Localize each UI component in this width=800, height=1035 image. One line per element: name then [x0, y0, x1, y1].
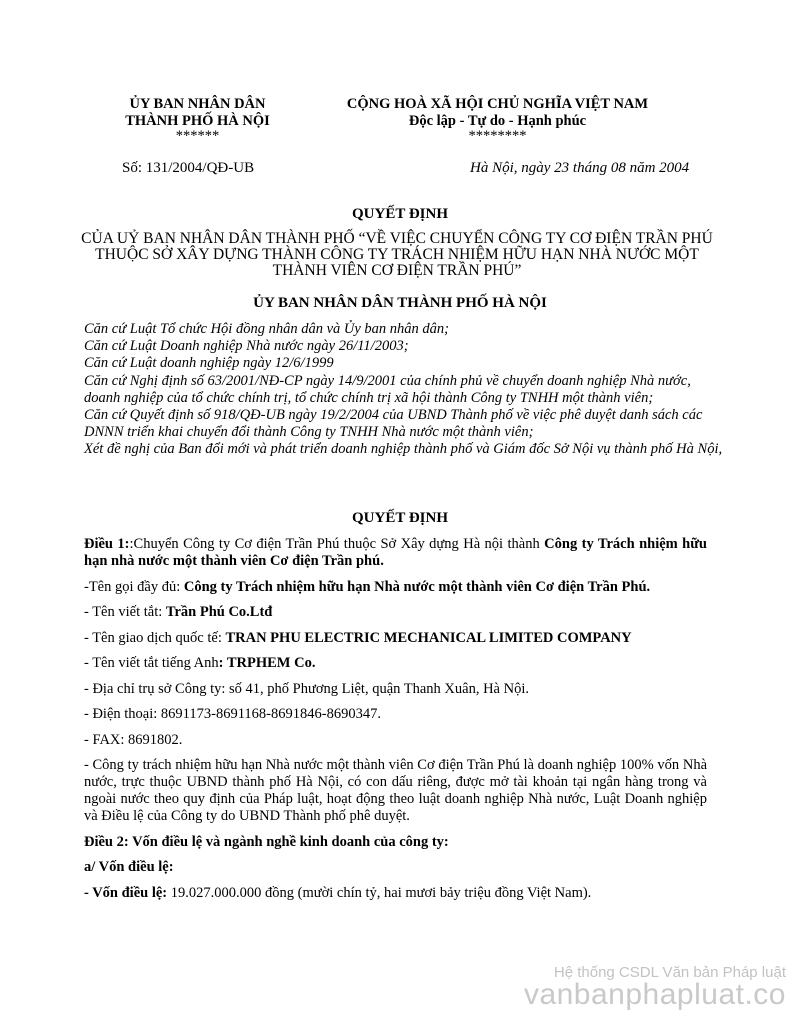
- watermark-caption: Hệ thống CSDL Văn bản Pháp luật: [553, 964, 786, 981]
- legal-basis: Căn cứ Luật Tổ chức Hội đồng nhân dân và Ủy ban nhân dân;: [84, 321, 449, 337]
- address-line: - Địa chỉ trụ sở Công ty: số 41, phố Phương Liệt, quận Thanh Xuân, Hà Nội.: [84, 680, 529, 697]
- national-header: [315, 96, 680, 143]
- legal-basis: Căn cứ Luật Doanh nghiệp Nhà nước ngày 26/11/2003;: [84, 338, 409, 355]
- national-stars: ********: [468, 128, 527, 144]
- trade-name-line: [84, 630, 707, 647]
- decision-body: [84, 536, 707, 910]
- decision-heading: QUYẾT ĐỊNH: [352, 510, 448, 526]
- phone-line: - Điện thoại: 8691173-8691168-8691846-8690347.: [84, 706, 381, 722]
- legal-basis: Căn cứ Luật doanh nghiệp ngày 12/6/1999: [84, 355, 334, 372]
- full-name-value: Công ty Trách nhiệm hữu hạn Nhà nước một thành viên Cơ điện Trần Phú.: [183, 578, 651, 595]
- trade-name-label: - Tên giao dịch quốc tế:: [84, 629, 226, 646]
- national-title: CỘNG HOÀ XÃ HỘI CHỦ NGHĨA VIỆT NAM: [346, 96, 649, 112]
- fax-line: - FAX: 8691802.: [84, 731, 183, 748]
- company-description: - Công ty trách nhiệm hữu hạn Nhà nước một thành viên Cơ điện Trần Phú là doanh nghiệp 100% vốn Nhà nước, trực thuộc UBND thành phố Hà Nội, có con dấu riêng, được mở tài khoản tại ngân hàng trong và ngoài nước theo quy định của Pháp luật, hoạt động theo luật doanh nghiệp Nhà nước, Luật Doanh nghiệp và Điều lệ của Công ty do UBND Thành phố phê duyệt.: [84, 757, 707, 824]
- article-1-label: Điều 1:: [84, 536, 130, 552]
- article-2: Điều 2: Vốn điều lệ và ngành nghề kinh doanh của công ty:: [84, 833, 449, 850]
- short-name-line: [84, 604, 707, 621]
- short-name-value: Trần Phú Co.Ltđ: [165, 604, 273, 620]
- article-1-company: Công ty Trách nhiệm hữu hạn nhà nước một thành viên Cơ điện Trần phú.: [84, 536, 707, 569]
- capital-line: [84, 885, 707, 902]
- issuer-header: [95, 96, 300, 143]
- issuer-stars: ******: [175, 128, 220, 144]
- issuer-line1: ỦY BAN NHÂN DÂN: [129, 96, 266, 112]
- capital-label: - Vốn điều lệ:: [84, 884, 168, 901]
- full-name-label: -Tên gọi đầy đủ:: [84, 578, 184, 595]
- document-date: Hà Nội, ngày 23 tháng 08 năm 2004: [470, 160, 690, 176]
- english-abbr-line: [84, 655, 707, 672]
- issuer-line2: THÀNH PHỐ HÀ NỘI: [125, 113, 270, 129]
- document-title: QUYẾT ĐỊNH: [352, 206, 448, 222]
- legal-bases: [84, 321, 724, 459]
- trade-name-value: TRAN PHU ELECTRIC MECHANICAL LIMITED COMPANY: [225, 629, 632, 646]
- english-abbr-value: : TRPHEM Co.: [218, 655, 316, 671]
- legal-basis: Căn cứ Quyết định số 918/QĐ-UB ngày 19/2/2004 của UBND Thành phố về việc phê duyệt danh sách các DNNN triển khai chuyển đổi thành Công ty TNHH Nhà nước một thành viên;: [84, 407, 703, 441]
- capital-value: 19.027.000.000 đồng (mười chín tỷ, hai mươi bảy triệu đồng Việt Nam).: [167, 884, 592, 901]
- article-1-text: :Chuyển Công ty Cơ điện Trần Phú thuộc Sở Xây dựng Hà nội thành: [129, 536, 545, 552]
- english-abbr-label: - Tên viết tắt tiếng Anh: [84, 655, 219, 671]
- section-a-heading: a/ Vốn điều lệ:: [84, 859, 174, 875]
- article-1: [84, 536, 707, 570]
- short-name-label: - Tên viết tắt:: [84, 604, 166, 620]
- legal-basis: Căn cứ Nghị định số 63/2001/NĐ-CP ngày 14/9/2001 của chính phủ về chuyển doanh nghiệp Nhà nước, doanh nghiệp của tổ chức chính trị, tổ chức chính trị xã hội thành Công ty TNHH một thành viên;: [84, 372, 691, 406]
- watermark-domain: vanbanphapluat.co: [523, 978, 786, 1011]
- document-subtitle: CỦA UỶ BAN NHÂN DÂN THÀNH PHỐ “VỀ VIỆC CHUYỂN CÔNG TY CƠ ĐIỆN TRẦN PHÚ THUỘC SỞ XÂY DỰNG THÀNH CÔNG TY TRÁCH NHIỆM HỮU HẠN NHÀ NƯỚC MỘT THÀNH VIÊN CƠ ĐIỆN TRẦN PHÚ”: [81, 230, 713, 279]
- document-number: Số: 131/2004/QĐ-UB: [122, 160, 255, 176]
- legal-basis: Xét đề nghị của Ban đổi mới và phát triển doanh nghiệp thành phố và Giám đốc Sở Nội vụ thành phố Hà Nội,: [84, 441, 723, 458]
- full-name-line: [84, 579, 707, 596]
- issuing-authority: ỦY BAN NHÂN DÂN THÀNH PHỐ HÀ NỘI: [253, 295, 547, 311]
- national-motto: Độc lập - Tự do - Hạnh phúc: [408, 113, 587, 129]
